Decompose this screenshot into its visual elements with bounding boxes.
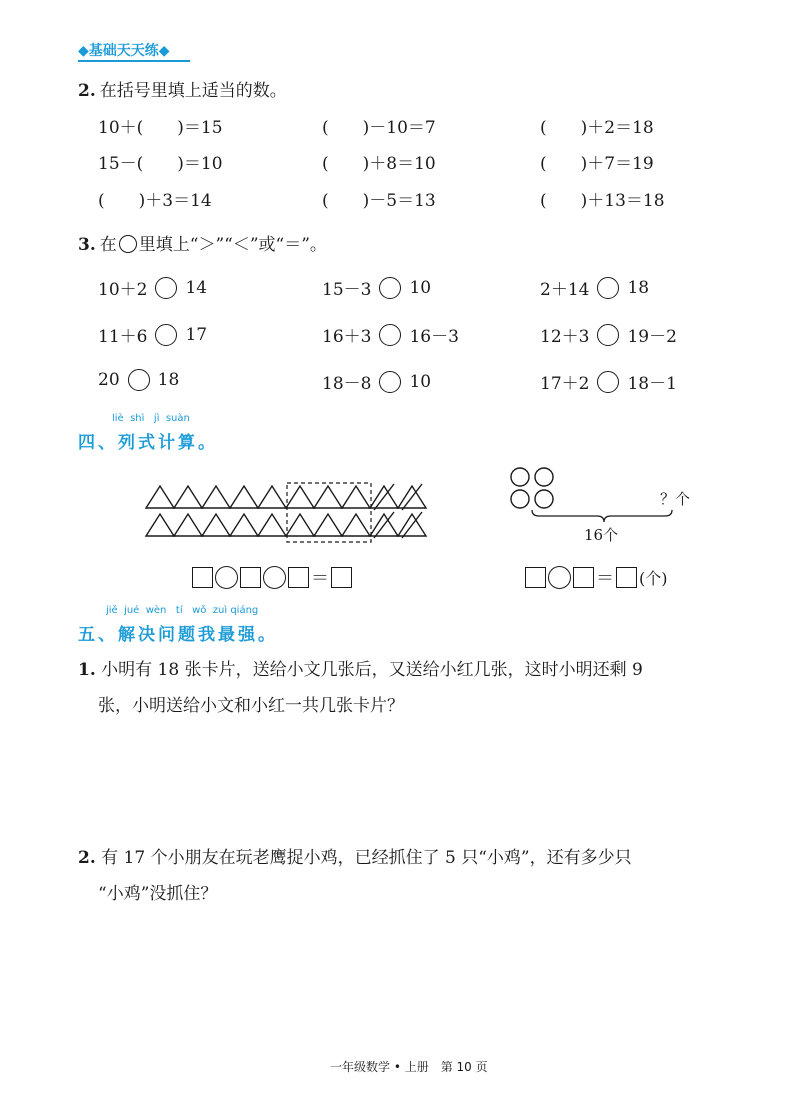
answer-circle[interactable]: [155, 324, 177, 346]
triangle-item: [342, 486, 370, 508]
q2-text: 在括号里填上适当的数。: [99, 81, 287, 101]
compare-right: 14: [185, 277, 208, 298]
circle-blank-icon: [119, 235, 137, 253]
answer-box[interactable]: [525, 567, 546, 588]
triangle-item: [258, 514, 286, 536]
answer-box[interactable]: [616, 567, 637, 588]
compare-item: [98, 369, 179, 391]
q2-title: [78, 76, 287, 101]
answer-circle[interactable]: [597, 371, 619, 393]
problem-text: 张，小明送给小文和小红一共几张卡片？: [98, 696, 404, 716]
compare-left: 10＋2: [98, 280, 148, 300]
triangle-item: [230, 514, 258, 536]
answer-circle[interactable]: [155, 277, 177, 299]
triangles-diagram: [140, 480, 440, 548]
triangle-item: [342, 514, 370, 536]
circle-item: [511, 468, 529, 486]
circle-item: [511, 490, 529, 508]
compare-item: [540, 275, 649, 300]
triangle-item: [314, 514, 342, 536]
section4-pinyin: liè shì jì suàn: [112, 413, 190, 424]
total-count-label: 16个: [584, 526, 619, 544]
page-footer: 一年级数学 • 上册 第 10 页: [330, 1060, 488, 1074]
answer-circle[interactable]: [379, 324, 401, 346]
circle-item: [535, 468, 553, 486]
triangle-item: [174, 514, 202, 536]
compare-left: 20: [98, 370, 120, 390]
q2-item: ( )＋3＝14: [98, 191, 212, 211]
answer-box[interactable]: [240, 567, 261, 588]
q2-item: ( )＋13＝18: [540, 191, 665, 211]
compare-right: 18: [627, 277, 650, 298]
answer-box[interactable]: [573, 567, 594, 588]
problem-text: “小鸡”没抓住？: [98, 884, 218, 904]
q2-item: ( )＋8＝10: [322, 154, 436, 174]
operator-circle[interactable]: [215, 566, 238, 589]
q2-item: 10＋( )＝15: [98, 118, 223, 138]
compare-right: 10: [409, 371, 432, 392]
answer-circle[interactable]: [379, 371, 401, 393]
compare-item: [540, 322, 677, 347]
compare-right: 17: [185, 324, 208, 345]
compare-item: [98, 275, 207, 300]
compare-left: 12＋3: [540, 327, 590, 347]
compare-item: [98, 322, 207, 347]
answer-box[interactable]: [331, 567, 352, 588]
compare-item: [540, 369, 677, 394]
compare-right: 16－3: [409, 327, 459, 347]
problem-text: 小明有 18 张卡片，送给小文几张后，又送给小红几张，这时小明还剩 9: [101, 660, 643, 680]
section-badge: ◆基础天天练◆: [78, 43, 170, 59]
problem-1: [78, 652, 728, 724]
compare-left: 11＋6: [98, 327, 148, 347]
triangle-item: [174, 486, 202, 508]
total-brace: [532, 510, 672, 522]
q3-number: 3.: [78, 235, 96, 255]
triangle-item: [146, 514, 174, 536]
q3-text-post: 里填上“＞”“＜”或“＝”。: [138, 235, 327, 255]
q2-number: 2.: [78, 81, 96, 101]
compare-left: 16＋3: [322, 327, 372, 347]
q2-item: 15－( )＝10: [98, 154, 223, 174]
compare-right: 18－1: [627, 374, 677, 394]
triangle-item: [258, 486, 286, 508]
problem-text: 有 17 个小朋友在玩老鹰捉小鸡，已经抓住了 5 只“小鸡”，还有多少只: [101, 848, 632, 868]
q2-item: ( )－5＝13: [322, 191, 436, 211]
q2-item: ( )＋2＝18: [540, 118, 654, 138]
triangle-item: [202, 514, 230, 536]
problem-number: 2.: [78, 848, 96, 868]
answer-circle[interactable]: [128, 369, 150, 391]
q3-title: [78, 230, 327, 255]
triangle-item: [202, 486, 230, 508]
compare-item: [322, 322, 459, 347]
q3-text-pre: 在: [99, 235, 117, 255]
problem-2: [78, 840, 728, 912]
compare-right: 10: [409, 277, 432, 298]
equation-left: [192, 564, 352, 590]
badge-underline: [78, 60, 190, 62]
triangle-item: [314, 486, 342, 508]
compare-right: 18: [157, 370, 180, 390]
triangle-item: [230, 486, 258, 508]
section5-title: 五、解决问题我最强。: [78, 625, 278, 645]
compare-left: 2＋14: [540, 280, 590, 300]
equals-sign: ＝: [311, 568, 329, 589]
answer-box[interactable]: [288, 567, 309, 588]
compare-left: 17＋2: [540, 374, 590, 394]
compare-item: [322, 369, 431, 394]
operator-circle[interactable]: [263, 566, 286, 589]
answer-circle[interactable]: [597, 324, 619, 346]
compare-right: 19－2: [627, 327, 677, 347]
answer-circle[interactable]: [379, 277, 401, 299]
problem-number: 1.: [78, 660, 96, 680]
equation-right: [525, 564, 668, 590]
circle-item: [535, 490, 553, 508]
triangle-item: [146, 486, 174, 508]
answer-circle[interactable]: [597, 277, 619, 299]
section5-pinyin: jiě jué wèn tí wǒ zuì qiáng: [106, 605, 259, 616]
q2-item: ( )＋7＝19: [540, 154, 654, 174]
equals-sign: ＝: [596, 568, 614, 589]
q2-item: ( )－10＝7: [322, 118, 436, 138]
compare-item: [322, 275, 431, 300]
triangle-item: [286, 486, 314, 508]
triangle-item: [286, 514, 314, 536]
question-count-label: ？个: [660, 490, 691, 508]
section4-title: 四、列式计算。: [78, 433, 218, 453]
compare-left: 18－8: [322, 374, 372, 394]
dashed-group-box: [287, 483, 371, 542]
answer-box[interactable]: [192, 567, 213, 588]
unit-label: (个): [639, 568, 668, 588]
operator-circle[interactable]: [548, 566, 571, 589]
compare-left: 15－3: [322, 280, 372, 300]
